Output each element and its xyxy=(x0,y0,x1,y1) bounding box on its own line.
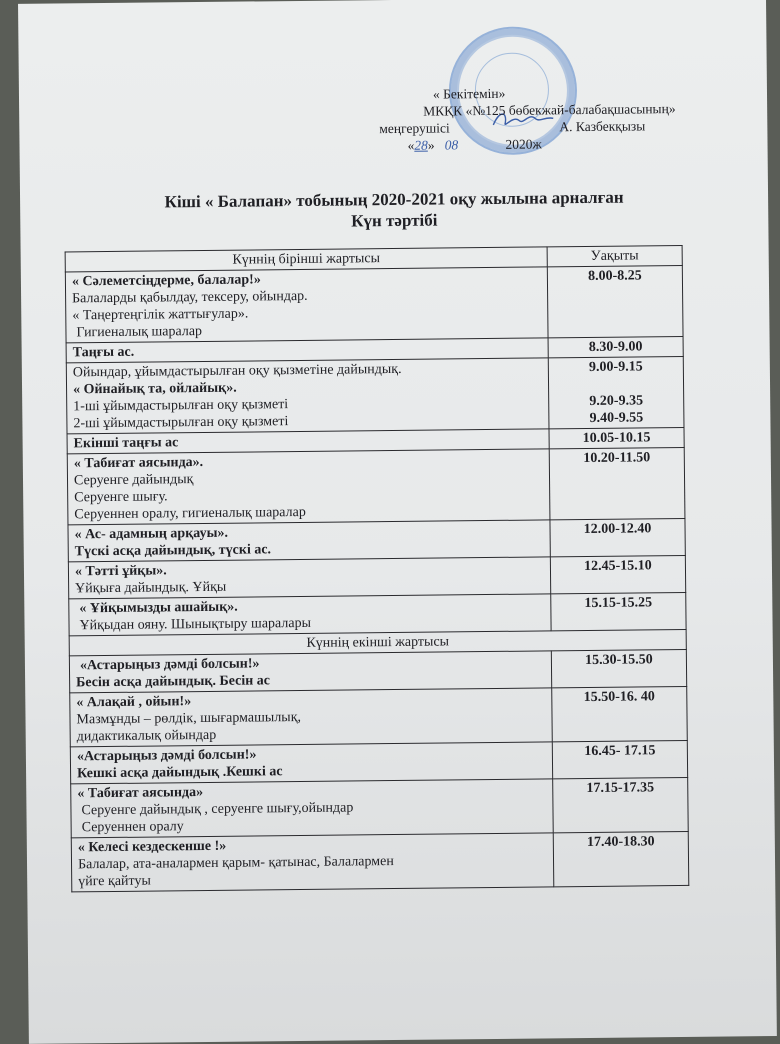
time-cell: 15.15-15.25 xyxy=(551,592,686,630)
table-row xyxy=(69,592,686,635)
time-cell: 17.15-17.35 xyxy=(553,777,689,832)
activity-cell: « Табиғат аясында» Серуенге дайындық , серуенге шығу,ойындар Серуеннен оралу xyxy=(71,779,554,838)
activity-cell: « Алақай , ойын!» Мазмұнды – рөлдік, шығармашылық, дидактикалық ойындар xyxy=(70,688,553,747)
time-cell: 8.30-9.00 xyxy=(548,336,683,357)
document-page xyxy=(18,0,777,1044)
table-row xyxy=(65,265,683,342)
table-row xyxy=(68,518,685,561)
time-cell: 8.00-8.25 xyxy=(547,265,683,337)
activity-cell: « Ас- адамның арқауы». Түскі асқа дайындық, түскі ас. xyxy=(68,520,550,562)
header-activity: Күннің бірінші жартысы xyxy=(65,247,547,272)
activity-cell: «Астарыңыз дәмді болсын!» Бесін асқа дайындық. Бесін ас xyxy=(69,651,551,693)
table-row xyxy=(66,356,684,433)
activity-cell: « Ұйқымызды ашайық». Ұйқыдан ояну. Шынықтыру шаралары xyxy=(69,594,551,636)
table-row xyxy=(71,777,689,837)
activity-cell: Таңғы ас. xyxy=(66,338,548,363)
header-time: Уақыты xyxy=(547,245,682,266)
activity-cell: Екінші таңғы ас xyxy=(67,429,549,454)
approval-line-1: « Бекітемін» xyxy=(432,85,506,102)
document-subtitle: Күн тәртібі xyxy=(351,210,438,231)
date-month: 08 xyxy=(444,137,459,153)
table-row xyxy=(68,555,685,598)
date-year: 2020ж xyxy=(505,136,542,152)
time-cell: 9.00-9.15 9.20-9.35 9.40-9.55 xyxy=(548,356,684,428)
time-cell: 10.05-10.15 xyxy=(549,427,684,448)
time-cell: 12.45-15.10 xyxy=(550,555,685,593)
activity-cell: Ойындар, ұйымдастырылған оқу қызметіне дайындық. « Ойнайық та, ойлайық». 1-ші ұйымдастырылған оқу қызметі 2-ші ұйымдастырылған оқу қызметі xyxy=(66,358,549,434)
time-cell: 16.45- 17.15 xyxy=(552,740,687,778)
approval-name: А. Казбекқызы xyxy=(559,118,646,135)
activity-cell: « Келесі кездескенше !» Балалар, ата-аналармен қарым- қатынас, Балалармен үйге қайтуы xyxy=(71,833,554,892)
schedule-table xyxy=(65,245,690,892)
approval-position: меңгерушісі xyxy=(379,120,450,137)
time-cell: 15.30-15.50 xyxy=(551,649,686,687)
time-cell: 15.50-16. 40 xyxy=(552,686,688,741)
table-row xyxy=(70,686,688,746)
time-cell: 12.00-12.40 xyxy=(550,518,685,556)
table-row xyxy=(67,447,685,524)
approval-line-2: МКҚК «№125 бөбекжай-балабақшасының» xyxy=(423,101,676,119)
table-row xyxy=(70,740,687,783)
table-row xyxy=(71,831,689,891)
date-day: 28 xyxy=(414,137,428,153)
section-second-half: Күннің екінші жартысы xyxy=(69,629,686,655)
activity-cell: « Тәтті ұйқы». Ұйқыға дайындық. Ұйқы xyxy=(68,557,550,599)
time-cell: 10.20-11.50 xyxy=(549,447,685,519)
activity-cell: «Астарыңыз дәмді болсын!» Кешкі асқа дайындық .Кешкі ас xyxy=(70,742,552,784)
document-title: Кіші « Балапан» тобының 2020-2021 оқу жылына арналған xyxy=(164,187,624,212)
activity-cell: « Табиғат аясында». Серуенге дайындық Серуенге шығу. Серуеннен оралу, гигиеналық шаралар xyxy=(67,449,550,525)
time-cell: 17.40-18.30 xyxy=(553,831,689,886)
table-row xyxy=(69,649,686,692)
activity-cell: « Сәлеметсіңдерме, балалар!» Балаларды қабылдау, тексеру, ойындар. « Таңертеңгілік жаттығулар». Гигиеналық шаралар xyxy=(65,267,548,343)
approval-date: «28» 08 2020ж xyxy=(407,136,542,153)
